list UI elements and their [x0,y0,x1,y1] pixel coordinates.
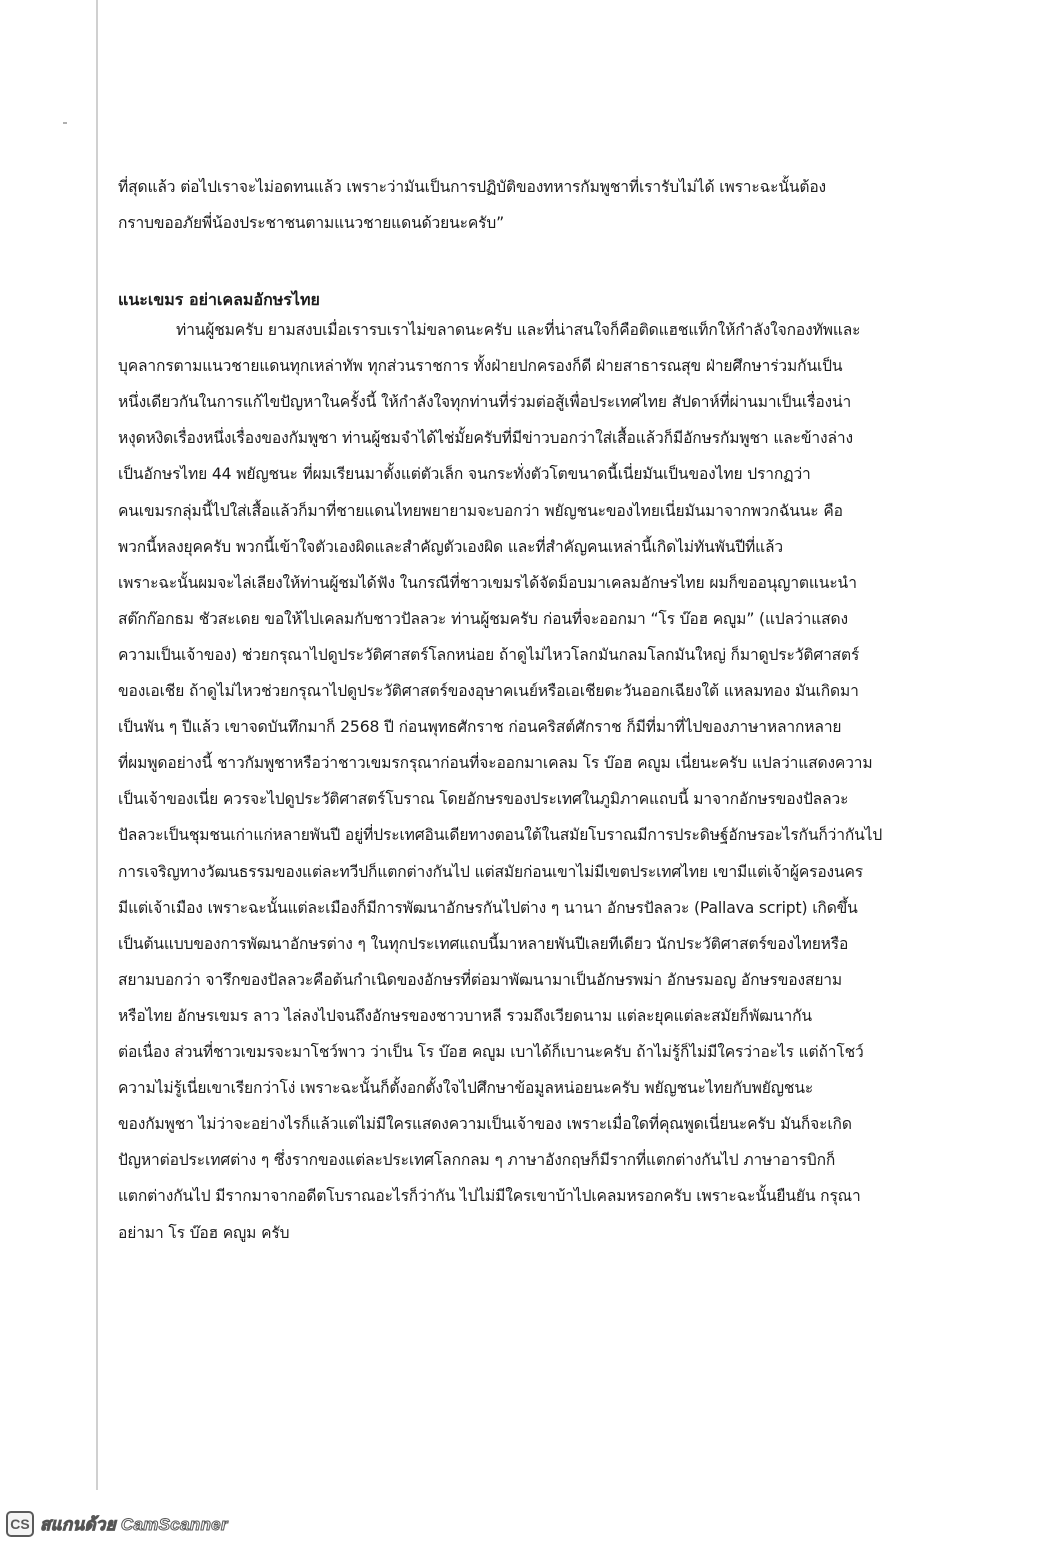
camscanner-logo-icon: CS [6,1511,34,1537]
text-line: ปัญหาต่อประเทศต่าง ๆ ซึ่งรากของแต่ละประเทศโลกกลม ๆ ภาษาอังกฤษก็มีรากที่แตกต่างกันไป ภาษาอารบิกก็ [118,1151,836,1169]
text-line: ต่อเนื่อง ส่วนที่ชาวเขมรจะมาโชว์พาว ว่าเป็น โร บ๊อฮ คญูม เบาได้ก็เบานะครับ ถ้าไม่รู้ก็ไม่มีใครว่าอะไร แต่ถ้าโชว์ [118,1043,864,1061]
text-line: แตกต่างกันไป มีรากมาจากอดีตโบราณอะไรก็ว่ากัน ไปไม่มีใครเขาบ้าไปเคลมหรอกครับ เพราะฉะนั้นยืนยัน กรุณา [118,1187,861,1205]
camscanner-watermark [6,1508,228,1540]
text-line: หรือไทย อักษรเขมร ลาว ไล่ลงไปจนถึงอักษรของชาวบาหลี รวมถึงเวียดนาม แต่ละยุคแต่ละสมัยก็พัฒนากัน [118,1007,812,1025]
scan-speck [63,122,67,124]
text-line: ของเอเชีย ถ้าดูไม่ไหวช่วยกรุณาไปดูประวัติศาสตร์ของอุษาคเนย์หรือเอเชียตะวันออกเฉียงใต้ แหลมทอง มันเกิดมา [118,682,859,700]
text-line: หนึ่งเดียวกันในการแก้ไขปัญหาในครั้งนี้ ให้กำลังใจทุกท่านที่ร่วมต่อสู้เพื่อประเทศไทย สัปดาห์ที่ผ่านมาเป็นเรื่องน่า [118,393,852,411]
text-line: อย่ามา โร บ๊อฮ คญูม ครับ [118,1224,290,1242]
text-line: ปัลลวะเป็นชุมชนเก่าแก่หลายพันปี อยู่ที่ประเทศอินเดียทางตอนใต้ในสมัยโบราณมีการประดิษฐ์อักษรอะไรกันก็ว่ากันไป [118,826,883,844]
text-line: มีแต่เจ้าเมือง เพราะฉะนั้นแต่ละเมืองก็มีการพัฒนาอักษรกันไปต่าง ๆ นานา อักษรปัลลวะ (Pallava script) เกิดขึ้น [118,899,858,917]
text-line: ที่สุดแล้ว ต่อไปเราจะไม่อดทนแล้ว เพราะว่ามันเป็นการปฏิบัติของทหารกัมพูชาที่เรารับไม่ได้ เพราะฉะนั้นต้อง [118,178,827,196]
text-line: เป็นเจ้าของเนี่ย ควรจะไปดูประวัติศาสตร์โบราณ โดยอักษรของประเทศในภูมิภาคแถบนี้ มาจากอักษรของปัลลวะ [118,790,849,808]
text-line: ของกัมพูชา ไม่ว่าจะอย่างไรก็แล้วแต่ไม่มีใครแสดงความเป็นเจ้าของ เพราะเมื่อใดที่คุณพูดเนี่ยนะครับ มันก็จะเกิด [118,1115,852,1133]
text-line: เป็นอักษรไทย 44 พยัญชนะ ที่ผมเรียนมาตั้งแต่ตัวเล็ก จนกระทั่งตัวโตขนาดนี้เนี่ยมันเป็นของไทย ปรากฏว่า [118,465,811,483]
text-line: สยามบอกว่า จารึกของปัลลวะคือต้นกำเนิดของอักษรที่ต่อมาพัฒนามาเป็นอักษรพม่า อักษรมอญ อักษรของสยาม [118,971,843,989]
text-line: เพราะฉะนั้นผมจะไล่เลียงให้ท่านผู้ชมได้ฟัง ในกรณีที่ชาวเขมรได้จัดม็อบมาเคลมอักษรไทย ผมก็ขออนุญาตแนะนำ [118,574,857,592]
text-line: การเจริญทางวัฒนธรรมของแต่ละทวีปก็แตกต่างกันไป แต่สมัยก่อนเขาไม่มีเขตประเทศไทย เขามีแต่เจ้าผู้ครองนคร [118,863,864,881]
text-line: พวกนี้หลงยุคครับ พวกนี้เข้าใจตัวเองผิดและสำคัญตัวเองผิด และที่สำคัญคนเหล่านี้เกิดไม่ทันพันปีที่แล้ว [118,538,784,556]
binding-margin-line [96,0,98,1490]
text-line: สต๊กก๊อกธม ชัวสะเดย ขอให้ไปเคลมกับชาวปัลลวะ ท่านผู้ชมครับ ก่อนที่จะออกมา “โร บ๊อฮ คญูม” (แปลว่าแสดง [118,610,848,628]
text-line: ที่ผมพูดอย่างนี้ ชาวกัมพูชาหรือว่าชาวเขมรกรุณาก่อนที่จะออกมาเคลม โร บ๊อฮ คญูม เนี่ยนะครับ แปลว่าแสดงความ [118,754,873,772]
text-line: คนเขมรกลุ่มนี้ไปใส่เสื้อแล้วก็มาที่ชายแดนไทยพยายามจะบอกว่า พยัญชนะของไทยเนี่ยมันมาจากพวกฉันนะ คือ [118,502,843,520]
text-line: หงุดหงิดเรื่องหนึ่งเรื่องของกัมพูชา ท่านผู้ชมจำได้ไช่มั้ยครับที่มีข่าวบอกว่าใส่เสื้อแล้วก็มีอักษรกัมพูชา และข้างล่าง [118,429,853,447]
text-line: เป็นพัน ๆ ปีแล้ว เขาจดบันทึกมาก็ 2568 ปี ก่อนพุทธศักราช ก่อนคริสต์ศักราช ก็มีที่มาที่ไปของภาษาหลากหลาย [118,718,842,736]
text-line: เป็นต้นแบบของการพัฒนาอักษรต่าง ๆ ในทุกประเทศแถบนี้มาหลายพันปีเลยทีเดียว นักประวัติศาสตร์ของไทยหรือ [118,935,849,953]
section-heading: แนะเขมร อย่าเคลมอักษรไทย [118,290,320,309]
text-line: ความเป็นเจ้าของ) ช่วยกรุณาไปดูประวัติศาสตร์โลกหน่อย ถ้าดูไม่ไหวโลกมันกลมโลกมันใหญ่ ก็มาดูประวัติศาสตร์ [118,646,860,664]
text-line: กราบขออภัยพี่น้องประชาชนตามแนวชายแดนด้วยนะครับ” [118,214,505,232]
text-line: ท่านผู้ชมครับ ยามสงบเมื่อเรารบเราไม่ขลาดนะครับ และที่น่าสนใจก็คือติดแฮชแท็กให้กำลังใจกองทัพและ [176,321,861,339]
camscanner-text: สแกนด้วย CamScanner [40,1514,228,1534]
text-line: บุคลากรตามแนวชายแดนทุกเหล่าทัพ ทุกส่วนราชการ ทั้งฝ่ายปกครองก็ดี ฝ่ายสาธารณสุข ฝ่ายศึกษาร่วมกันเป็น [118,357,843,375]
text-line: ความไม่รู้เนี่ยเขาเรียกว่าโง่ เพราะฉะนั้นก็ตั้งอกตั้งใจไปศึกษาข้อมูลหน่อยนะครับ พยัญชนะไทยกับพยัญชนะ [118,1079,814,1097]
